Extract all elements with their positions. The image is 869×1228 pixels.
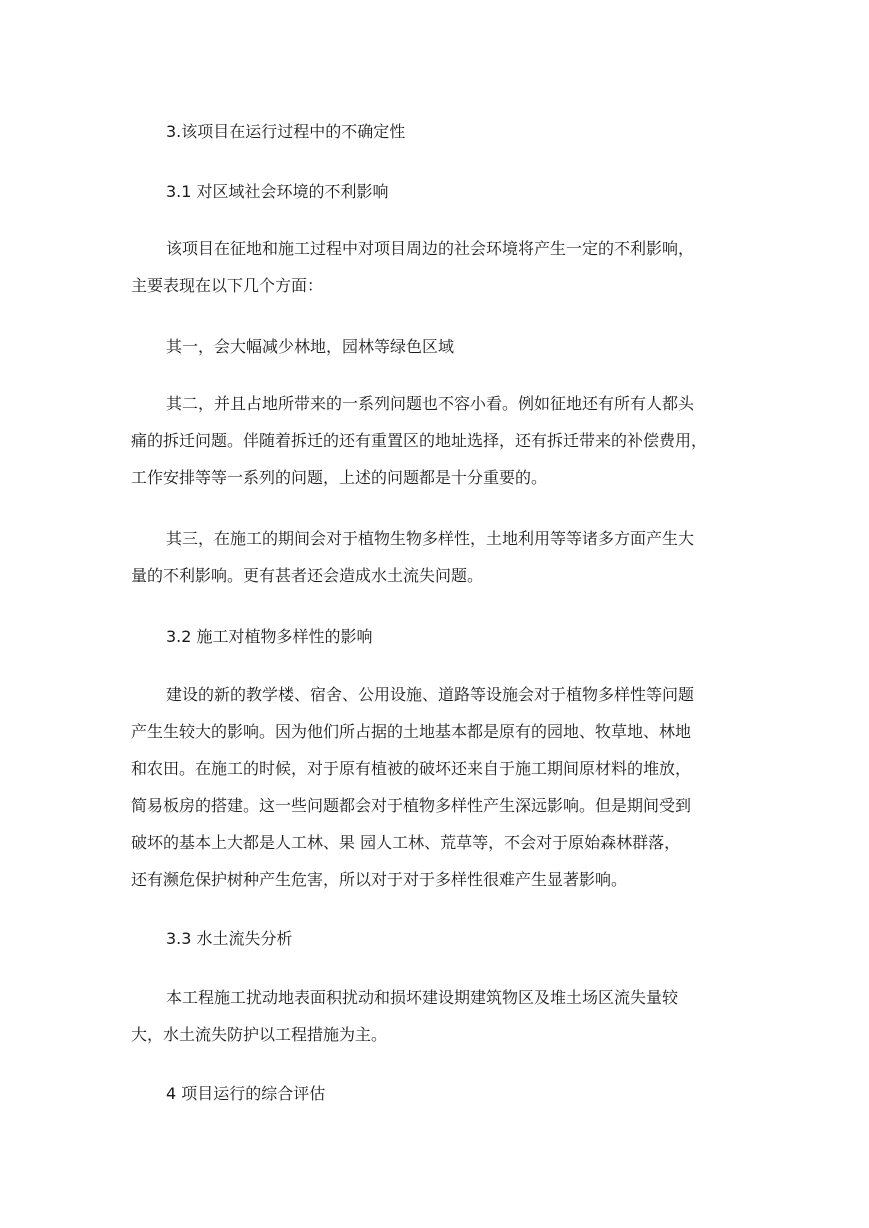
paragraph-line: 其二，并且占地所带来的一系列问题也不容小看。例如征地还有所有人都头 bbox=[166, 394, 695, 413]
section-heading-3-2: 3.2 施工对植物多样性的影响 bbox=[166, 627, 373, 646]
paragraph-line: 和农田。在施工的时候，对于原有植被的破坏还来自于施工期间原材料的堆放， bbox=[131, 759, 692, 778]
paragraph-line: 其三，在施工的期间会对于植物生物多样性，土地利用等等诸多方面产生大 bbox=[166, 529, 695, 548]
paragraph-line: 大，水土流失防护以工程措施为主。 bbox=[131, 1025, 388, 1044]
paragraph-line: 建设的新的教学楼、宿舍、公用设施、道路等设施会对于植物多样性等问题 bbox=[166, 685, 695, 704]
paragraph-line: 痛的拆迁问题。伴随着拆迁的还有重置区的地址选择，还有拆迁带来的补偿费用， bbox=[131, 431, 708, 450]
section-heading-4: 4 项目运行的综合评估 bbox=[166, 1084, 326, 1103]
paragraph-line: 量的不利影响。更有甚者还会造成水土流失问题。 bbox=[131, 566, 484, 585]
section-heading-3-3: 3.3 水土流失分析 bbox=[166, 929, 293, 948]
paragraph-line: 工作安排等等一系列的问题，上述的问题都是十分重要的。 bbox=[131, 468, 548, 487]
paragraph-line: 主要表现在以下几个方面： bbox=[131, 276, 324, 295]
paragraph-line: 其一，会大幅减少林地，园林等绿色区域 bbox=[166, 337, 455, 356]
paragraph-line: 简易板房的搭建。这一些问题都会对于植物多样性产生深远影响。但是期间受到 bbox=[131, 796, 692, 815]
section-heading-3-1: 3.1 对区域社会环境的不利影响 bbox=[166, 182, 389, 201]
paragraph-line: 该项目在征地和施工过程中对项目周边的社会环境将产生一定的不利影响， bbox=[166, 239, 695, 258]
paragraph-line: 产生生较大的影响。因为他们所占据的土地基本都是原有的园地、牧草地、林地 bbox=[131, 722, 692, 741]
section-heading-3: 3.该项目在运行过程中的不确定性 bbox=[166, 122, 406, 141]
paragraph-line: 本工程施工扰动地表面积扰动和损坏建设期建筑物区及堆土场区流失量较 bbox=[166, 988, 679, 1007]
paragraph-line: 还有濒危保护树种产生危害，所以对于对于多样性很难产生显著影响。 bbox=[131, 870, 628, 889]
paragraph-line: 破坏的基本上大都是人工林、果 园人工林、荒草等，不会对于原始森林群落， bbox=[131, 833, 681, 852]
